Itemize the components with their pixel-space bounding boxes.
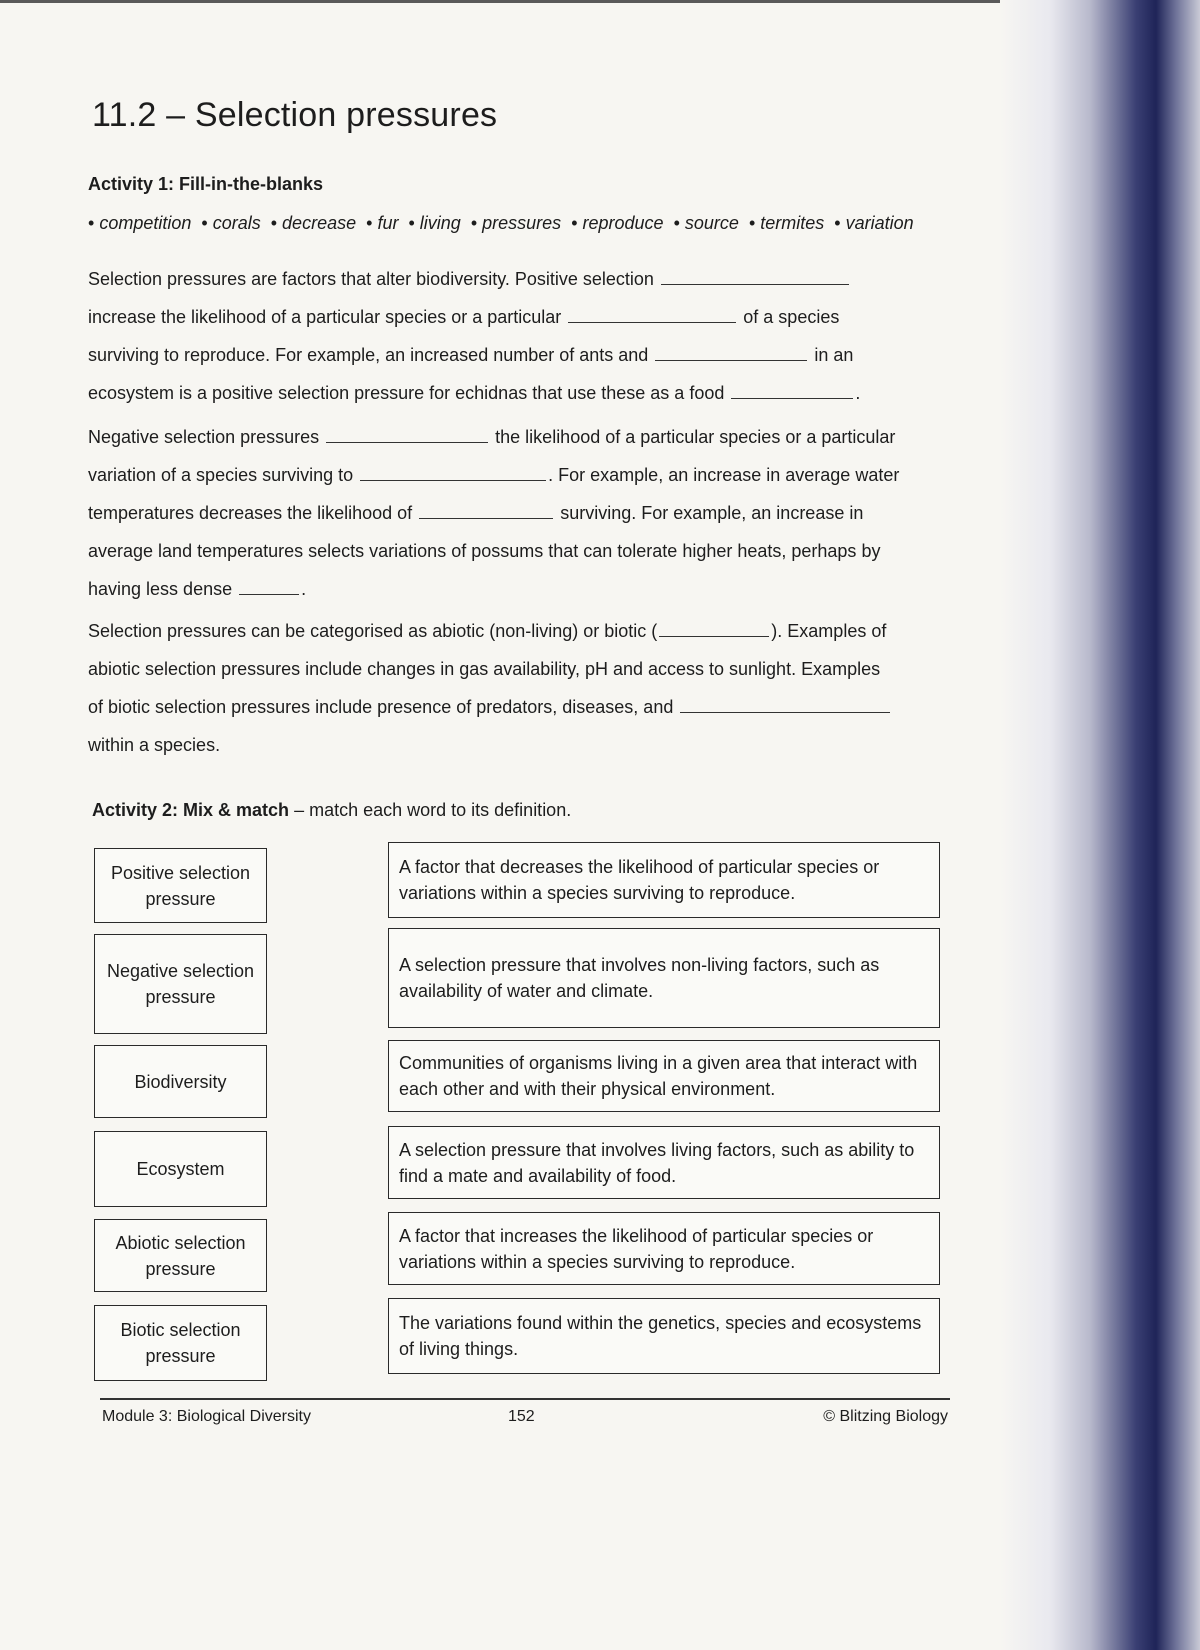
paragraph-text: average land temperatures selects variations of possums that can tolerate higher heats, perhaps by — [88, 541, 881, 561]
bullet: • — [673, 213, 680, 233]
word-bank-item: decrease — [282, 213, 357, 233]
word-bank-item: fur — [377, 213, 399, 233]
term-box[interactable]: Negative selection pressure — [94, 934, 267, 1034]
definition-box[interactable]: A selection pressure that involves living factors, such as ability to find a mate and availability of food. — [388, 1126, 940, 1199]
fill-paragraph-3 — [88, 612, 968, 764]
answer-blank[interactable] — [655, 359, 807, 361]
term-box[interactable]: Ecosystem — [94, 1131, 267, 1207]
definition-box[interactable]: The variations found within the genetics, species and ecosystems of living things. — [388, 1298, 940, 1374]
answer-blank[interactable] — [419, 517, 553, 519]
answer-blank[interactable] — [326, 441, 488, 443]
footer-module: Module 3: Biological Diversity — [102, 1408, 311, 1425]
activity1-heading: Activity 1: Fill-in-the-blanks — [88, 174, 324, 194]
definition-box[interactable]: A factor that decreases the likelihood of particular species or variations within a species surviving to reproduce. — [388, 842, 940, 918]
activity2-instruction: – match each word to its definition. — [289, 800, 572, 820]
footer-divider — [100, 1398, 950, 1400]
book-binding-shadow — [1000, 0, 1200, 1650]
word-bank-item: reproduce — [582, 213, 664, 233]
paragraph-text: . — [301, 579, 307, 599]
answer-blank[interactable] — [659, 635, 769, 637]
bullet: • — [470, 213, 478, 233]
bullet: • — [201, 213, 208, 233]
page-title: 11.2 – Selection pressures — [92, 96, 498, 134]
bullet: • — [88, 213, 95, 233]
fill-paragraph-1 — [88, 260, 968, 412]
answer-blank[interactable] — [661, 283, 849, 285]
fill-paragraph-2 — [88, 418, 968, 608]
bullet: • — [366, 213, 373, 233]
paragraph-text: Selection pressures are factors that alter biodiversity. Positive selection — [88, 269, 654, 289]
paragraph-text: ). Examples of — [771, 621, 887, 641]
paragraph-text: the likelihood of a particular species or a particular — [495, 427, 896, 447]
definition-box[interactable]: A selection pressure that involves non-living factors, such as availability of water and climate. — [388, 928, 940, 1028]
paragraph-text: Selection pressures can be categorised as abiotic (non-living) or biotic ( — [88, 621, 658, 641]
answer-blank[interactable] — [731, 397, 853, 399]
term-box[interactable]: Biotic selection pressure — [94, 1305, 267, 1381]
paragraph-text: surviving. For example, an increase in — [560, 503, 864, 523]
paragraph-text: abiotic selection pressures include changes in gas availability, pH and access to sunlight. Examples — [88, 659, 881, 679]
definition-box[interactable]: Communities of organisms living in a given area that interact with each other and with their physical environment. — [388, 1040, 940, 1112]
word-bank-item: corals — [212, 213, 261, 233]
answer-blank[interactable] — [360, 479, 546, 481]
paragraph-text: surviving to reproduce. For example, an increased number of ants and — [88, 345, 649, 365]
definition-box[interactable]: A factor that increases the likelihood of particular species or variations within a species surviving to reproduce. — [388, 1212, 940, 1285]
paragraph-text: within a species. — [88, 735, 221, 755]
activity2-heading — [92, 800, 571, 821]
word-bank-item: living — [419, 213, 461, 233]
paragraph-text: of biotic selection pressures include presence of predators, diseases, and — [88, 697, 674, 717]
word-bank — [88, 213, 914, 234]
paragraph-text: Negative selection pressures — [88, 427, 320, 447]
paragraph-text: temperatures decreases the likelihood of — [88, 503, 413, 523]
bullet: • — [270, 213, 278, 233]
bullet: • — [408, 213, 415, 233]
paragraph-text: . For example, an increase in average water — [548, 465, 900, 485]
paragraph-text: of a species — [743, 307, 840, 327]
word-bank-item: pressures — [482, 213, 562, 233]
term-box[interactable]: Abiotic selection pressure — [94, 1219, 267, 1292]
footer-page-number: 152 — [508, 1408, 535, 1425]
paragraph-text: ecosystem is a positive selection pressure for echidnas that use these as a food — [88, 383, 725, 403]
paragraph-text: in an — [814, 345, 854, 365]
word-bank-item: termites — [760, 213, 825, 233]
paragraph-text: having less dense — [88, 579, 233, 599]
word-bank-item: source — [684, 213, 739, 233]
answer-blank[interactable] — [680, 711, 890, 713]
word-bank-item: competition — [99, 213, 192, 233]
footer-copyright: © Blitzing Biology — [823, 1408, 948, 1425]
word-bank-item: variation — [845, 213, 914, 233]
answer-blank[interactable] — [239, 593, 299, 595]
bullet: • — [571, 213, 578, 233]
answer-blank[interactable] — [568, 321, 736, 323]
paragraph-text: . — [855, 383, 861, 403]
activity2-heading-bold: Activity 2: Mix & match — [92, 800, 290, 820]
bullet: • — [834, 213, 841, 233]
term-box[interactable]: Biodiversity — [94, 1045, 267, 1118]
bullet: • — [748, 213, 756, 233]
term-box[interactable]: Positive selection pressure — [94, 848, 267, 923]
worksheet-page — [88, 0, 1008, 1650]
paragraph-text: increase the likelihood of a particular species or a particular — [88, 307, 562, 327]
paragraph-text: variation of a species surviving to — [88, 465, 354, 485]
